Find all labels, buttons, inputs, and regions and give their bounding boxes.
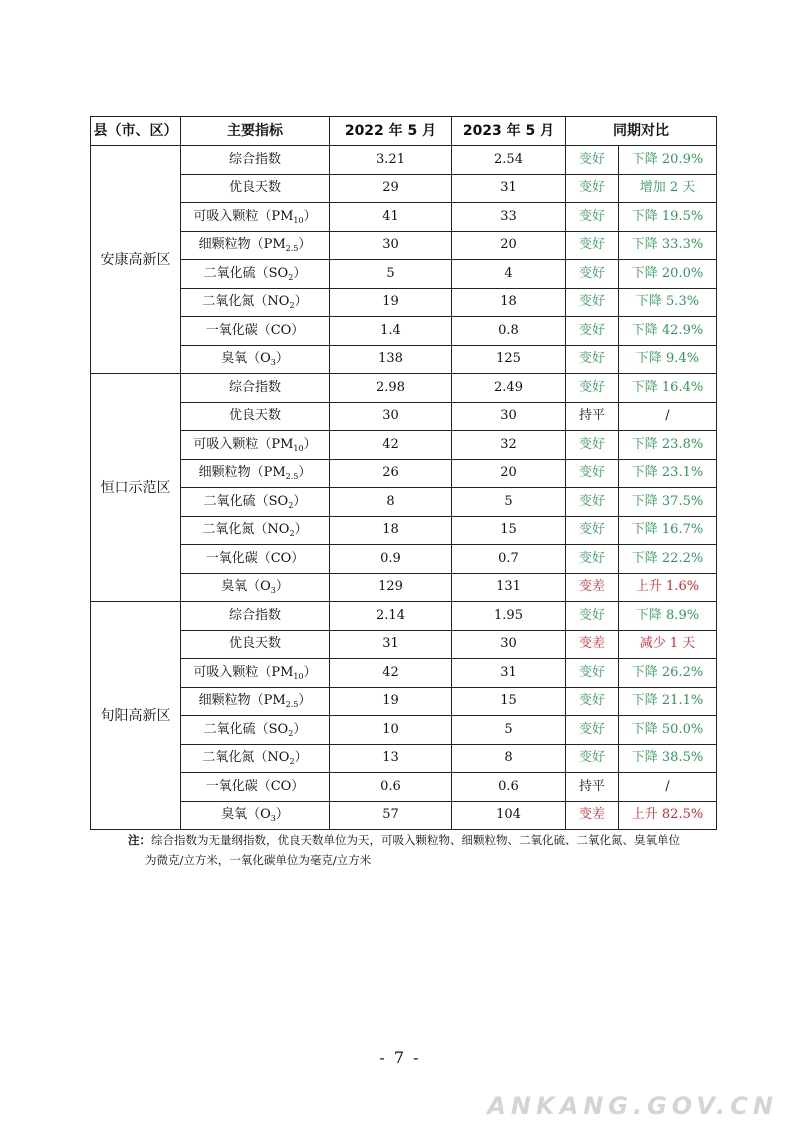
value-2022-cell: 1.4 bbox=[330, 317, 452, 346]
indicator-cell bbox=[181, 174, 330, 203]
indicator-subscript: 2.5 bbox=[285, 472, 299, 482]
indicator-cell bbox=[181, 801, 330, 830]
status-cell: 变好 bbox=[566, 288, 619, 317]
change-cell: 下降 37.5% bbox=[619, 488, 717, 517]
value-2023-cell: 2.49 bbox=[452, 374, 566, 403]
value-2023-cell: 5 bbox=[452, 716, 566, 745]
table-row bbox=[91, 716, 717, 745]
table-row bbox=[91, 630, 717, 659]
indicator-subscript: 10 bbox=[293, 215, 304, 225]
header-2023: 2023 年 5 月 bbox=[452, 117, 566, 146]
change-cell: 下降 16.4% bbox=[619, 374, 717, 403]
indicator-suffix: ） bbox=[275, 579, 289, 595]
indicator-name: 臭氧（O bbox=[221, 579, 271, 595]
status-cell: 变好 bbox=[566, 374, 619, 403]
value-2022-cell: 42 bbox=[330, 659, 452, 688]
indicator-suffix: ） bbox=[294, 294, 308, 310]
status-cell: 变好 bbox=[566, 317, 619, 346]
header-2022: 2022 年 5 月 bbox=[330, 117, 452, 146]
table-row bbox=[91, 744, 717, 773]
indicator-subscript: 2.5 bbox=[285, 700, 299, 710]
value-2023-cell: 0.8 bbox=[452, 317, 566, 346]
change-cell: 下降 20.0% bbox=[619, 260, 717, 289]
change-cell: / bbox=[619, 402, 717, 431]
indicator-name: 一氧化碳（CO） bbox=[205, 322, 305, 338]
value-2022-cell: 41 bbox=[330, 203, 452, 232]
indicator-name: 二氧化硫（SO bbox=[203, 265, 289, 281]
table-row bbox=[91, 602, 717, 631]
change-cell: 下降 26.2% bbox=[619, 659, 717, 688]
status-cell: 变差 bbox=[566, 630, 619, 659]
status-cell: 变好 bbox=[566, 687, 619, 716]
table-row bbox=[91, 231, 717, 260]
indicator-cell bbox=[181, 317, 330, 346]
table-footnote bbox=[128, 830, 718, 870]
value-2023-cell: 15 bbox=[452, 687, 566, 716]
status-cell: 变好 bbox=[566, 744, 619, 773]
value-2023-cell: 0.7 bbox=[452, 545, 566, 574]
change-cell: 下降 21.1% bbox=[619, 687, 717, 716]
indicator-subscript: 3 bbox=[270, 586, 276, 596]
value-2023-cell: 4 bbox=[452, 260, 566, 289]
status-cell: 变好 bbox=[566, 488, 619, 517]
indicator-name: 臭氧（O bbox=[221, 807, 271, 823]
status-cell: 变好 bbox=[566, 602, 619, 631]
indicator-suffix: ） bbox=[294, 750, 308, 766]
indicator-cell bbox=[181, 716, 330, 745]
status-cell: 变好 bbox=[566, 431, 619, 460]
indicator-cell bbox=[181, 744, 330, 773]
value-2023-cell: 32 bbox=[452, 431, 566, 460]
indicator-suffix: ） bbox=[303, 208, 317, 224]
change-cell: 下降 23.1% bbox=[619, 459, 717, 488]
indicator-name: 可吸入颗粒（PM bbox=[193, 436, 294, 452]
status-cell: 持平 bbox=[566, 773, 619, 802]
status-cell: 变差 bbox=[566, 573, 619, 602]
indicator-suffix: ） bbox=[298, 465, 312, 481]
value-2022-cell: 10 bbox=[330, 716, 452, 745]
value-2022-cell: 26 bbox=[330, 459, 452, 488]
header-indicator: 主要指标 bbox=[181, 117, 330, 146]
value-2022-cell: 129 bbox=[330, 573, 452, 602]
table-row bbox=[91, 516, 717, 545]
indicator-name: 一氧化碳（CO） bbox=[205, 550, 305, 566]
indicator-suffix: ） bbox=[275, 807, 289, 823]
table-row bbox=[91, 402, 717, 431]
note-label: 注： bbox=[128, 833, 151, 847]
table-row bbox=[91, 801, 717, 830]
indicator-cell bbox=[181, 288, 330, 317]
indicator-subscript: 3 bbox=[270, 358, 276, 368]
indicator-name: 二氧化硫（SO bbox=[203, 721, 289, 737]
value-2022-cell: 19 bbox=[330, 687, 452, 716]
indicator-suffix: ） bbox=[298, 693, 312, 709]
indicator-cell bbox=[181, 630, 330, 659]
indicator-name: 优良天数 bbox=[228, 408, 281, 424]
table-row bbox=[91, 203, 717, 232]
indicator-suffix: ） bbox=[294, 522, 308, 538]
change-cell: 下降 38.5% bbox=[619, 744, 717, 773]
district-cell: 旬阳高新区 bbox=[91, 602, 181, 830]
table-row bbox=[91, 773, 717, 802]
table-row bbox=[91, 146, 717, 175]
change-cell: 上升 82.5% bbox=[619, 801, 717, 830]
indicator-cell bbox=[181, 231, 330, 260]
table-row bbox=[91, 174, 717, 203]
indicator-name: 综合指数 bbox=[228, 379, 281, 395]
table-row bbox=[91, 288, 717, 317]
district-cell: 恒口示范区 bbox=[91, 374, 181, 602]
indicator-subscript: 2 bbox=[289, 757, 295, 767]
status-cell: 变好 bbox=[566, 260, 619, 289]
value-2023-cell: 15 bbox=[452, 516, 566, 545]
value-2022-cell: 19 bbox=[330, 288, 452, 317]
table-row bbox=[91, 431, 717, 460]
indicator-subscript: 3 bbox=[270, 814, 276, 824]
value-2022-cell: 30 bbox=[330, 402, 452, 431]
value-2022-cell: 0.6 bbox=[330, 773, 452, 802]
indicator-subscript: 2 bbox=[288, 728, 294, 738]
indicator-cell bbox=[181, 773, 330, 802]
indicator-cell bbox=[181, 345, 330, 374]
site-watermark: ANKANG.GOV.CN bbox=[487, 1092, 778, 1120]
value-2023-cell: 20 bbox=[452, 231, 566, 260]
indicator-suffix: ） bbox=[303, 436, 317, 452]
indicator-name: 二氧化氮（NO bbox=[202, 294, 290, 310]
indicator-cell bbox=[181, 516, 330, 545]
change-cell: 下降 5.3% bbox=[619, 288, 717, 317]
indicator-name: 可吸入颗粒（PM bbox=[193, 208, 294, 224]
change-cell: 下降 20.9% bbox=[619, 146, 717, 175]
value-2022-cell: 2.98 bbox=[330, 374, 452, 403]
status-cell: 变好 bbox=[566, 231, 619, 260]
indicator-name: 细颗粒物（PM bbox=[198, 693, 286, 709]
value-2023-cell: 2.54 bbox=[452, 146, 566, 175]
note-line-1: 综合指数为无量纲指数，优良天数单位为天，可吸入颗粒物、细颗粒物、二氧化硫、二氧化氮、臭氧单位 bbox=[151, 833, 680, 847]
table-row bbox=[91, 488, 717, 517]
indicator-subscript: 2.5 bbox=[285, 244, 299, 254]
indicator-subscript: 10 bbox=[293, 671, 304, 681]
change-cell: 下降 33.3% bbox=[619, 231, 717, 260]
status-cell: 变好 bbox=[566, 516, 619, 545]
header-district: 县（市、区） bbox=[91, 117, 181, 146]
status-cell: 变好 bbox=[566, 659, 619, 688]
table-header-row bbox=[91, 117, 717, 146]
change-cell: 下降 23.8% bbox=[619, 431, 717, 460]
table-row bbox=[91, 459, 717, 488]
value-2022-cell: 3.21 bbox=[330, 146, 452, 175]
value-2022-cell: 18 bbox=[330, 516, 452, 545]
value-2023-cell: 1.95 bbox=[452, 602, 566, 631]
value-2023-cell: 8 bbox=[452, 744, 566, 773]
indicator-name: 细颗粒物（PM bbox=[198, 465, 286, 481]
indicator-name: 可吸入颗粒（PM bbox=[193, 664, 294, 680]
indicator-suffix: ） bbox=[293, 721, 307, 737]
status-cell: 持平 bbox=[566, 402, 619, 431]
indicator-suffix: ） bbox=[275, 351, 289, 367]
change-cell: 下降 8.9% bbox=[619, 602, 717, 631]
value-2023-cell: 5 bbox=[452, 488, 566, 517]
indicator-name: 二氧化氮（NO bbox=[202, 522, 290, 538]
change-cell: 下降 9.4% bbox=[619, 345, 717, 374]
indicator-cell bbox=[181, 431, 330, 460]
indicator-name: 优良天数 bbox=[228, 180, 281, 196]
table-row bbox=[91, 687, 717, 716]
indicator-subscript: 10 bbox=[293, 443, 304, 453]
note-line-2: 为微克/立方米，一氧化碳单位为毫克/立方米 bbox=[145, 853, 372, 867]
value-2023-cell: 33 bbox=[452, 203, 566, 232]
indicator-cell bbox=[181, 146, 330, 175]
indicator-name: 臭氧（O bbox=[221, 351, 271, 367]
value-2023-cell: 18 bbox=[452, 288, 566, 317]
air-quality-table bbox=[90, 116, 717, 830]
value-2023-cell: 31 bbox=[452, 174, 566, 203]
value-2023-cell: 104 bbox=[452, 801, 566, 830]
table-row bbox=[91, 317, 717, 346]
indicator-cell bbox=[181, 402, 330, 431]
status-cell: 变好 bbox=[566, 716, 619, 745]
indicator-name: 二氧化氮（NO bbox=[202, 750, 290, 766]
indicator-name: 综合指数 bbox=[228, 607, 281, 623]
indicator-subscript: 2 bbox=[289, 529, 295, 539]
table-row bbox=[91, 659, 717, 688]
table-row bbox=[91, 545, 717, 574]
page-number: - 7 - bbox=[379, 1048, 421, 1067]
change-cell: 下降 16.7% bbox=[619, 516, 717, 545]
table-row bbox=[91, 260, 717, 289]
indicator-cell bbox=[181, 602, 330, 631]
change-cell: 减少 1 天 bbox=[619, 630, 717, 659]
change-cell: / bbox=[619, 773, 717, 802]
table-row bbox=[91, 573, 717, 602]
table-row bbox=[91, 345, 717, 374]
indicator-subscript: 2 bbox=[288, 500, 294, 510]
indicator-cell bbox=[181, 260, 330, 289]
status-cell: 变好 bbox=[566, 545, 619, 574]
indicator-subscript: 2 bbox=[288, 272, 294, 282]
status-cell: 变好 bbox=[566, 174, 619, 203]
value-2022-cell: 29 bbox=[330, 174, 452, 203]
indicator-suffix: ） bbox=[298, 237, 312, 253]
indicator-cell bbox=[181, 488, 330, 517]
indicator-cell bbox=[181, 573, 330, 602]
header-compare: 同期对比 bbox=[566, 117, 717, 146]
change-cell: 增加 2 天 bbox=[619, 174, 717, 203]
indicator-name: 二氧化硫（SO bbox=[203, 493, 289, 509]
value-2022-cell: 30 bbox=[330, 231, 452, 260]
indicator-cell bbox=[181, 374, 330, 403]
change-cell: 下降 19.5% bbox=[619, 203, 717, 232]
table-body bbox=[91, 146, 717, 830]
indicator-suffix: ） bbox=[293, 265, 307, 281]
district-cell: 安康高新区 bbox=[91, 146, 181, 374]
status-cell: 变好 bbox=[566, 459, 619, 488]
value-2022-cell: 42 bbox=[330, 431, 452, 460]
change-cell: 下降 42.9% bbox=[619, 317, 717, 346]
indicator-cell bbox=[181, 545, 330, 574]
indicator-cell bbox=[181, 203, 330, 232]
indicator-name: 综合指数 bbox=[228, 151, 281, 167]
value-2023-cell: 125 bbox=[452, 345, 566, 374]
table-row bbox=[91, 374, 717, 403]
change-cell: 下降 50.0% bbox=[619, 716, 717, 745]
value-2022-cell: 138 bbox=[330, 345, 452, 374]
change-cell: 上升 1.6% bbox=[619, 573, 717, 602]
change-cell: 下降 22.2% bbox=[619, 545, 717, 574]
value-2023-cell: 0.6 bbox=[452, 773, 566, 802]
value-2023-cell: 31 bbox=[452, 659, 566, 688]
indicator-name: 优良天数 bbox=[228, 636, 281, 652]
indicator-cell bbox=[181, 687, 330, 716]
value-2022-cell: 57 bbox=[330, 801, 452, 830]
indicator-subscript: 2 bbox=[289, 301, 295, 311]
value-2022-cell: 0.9 bbox=[330, 545, 452, 574]
value-2022-cell: 5 bbox=[330, 260, 452, 289]
value-2022-cell: 31 bbox=[330, 630, 452, 659]
value-2023-cell: 20 bbox=[452, 459, 566, 488]
indicator-suffix: ） bbox=[293, 493, 307, 509]
value-2022-cell: 13 bbox=[330, 744, 452, 773]
value-2023-cell: 131 bbox=[452, 573, 566, 602]
status-cell: 变好 bbox=[566, 203, 619, 232]
indicator-name: 一氧化碳（CO） bbox=[205, 778, 305, 794]
indicator-cell bbox=[181, 659, 330, 688]
indicator-cell bbox=[181, 459, 330, 488]
indicator-suffix: ） bbox=[303, 664, 317, 680]
value-2022-cell: 8 bbox=[330, 488, 452, 517]
status-cell: 变好 bbox=[566, 146, 619, 175]
value-2022-cell: 2.14 bbox=[330, 602, 452, 631]
status-cell: 变差 bbox=[566, 801, 619, 830]
value-2023-cell: 30 bbox=[452, 402, 566, 431]
value-2023-cell: 30 bbox=[452, 630, 566, 659]
indicator-name: 细颗粒物（PM bbox=[198, 237, 286, 253]
status-cell: 变好 bbox=[566, 345, 619, 374]
